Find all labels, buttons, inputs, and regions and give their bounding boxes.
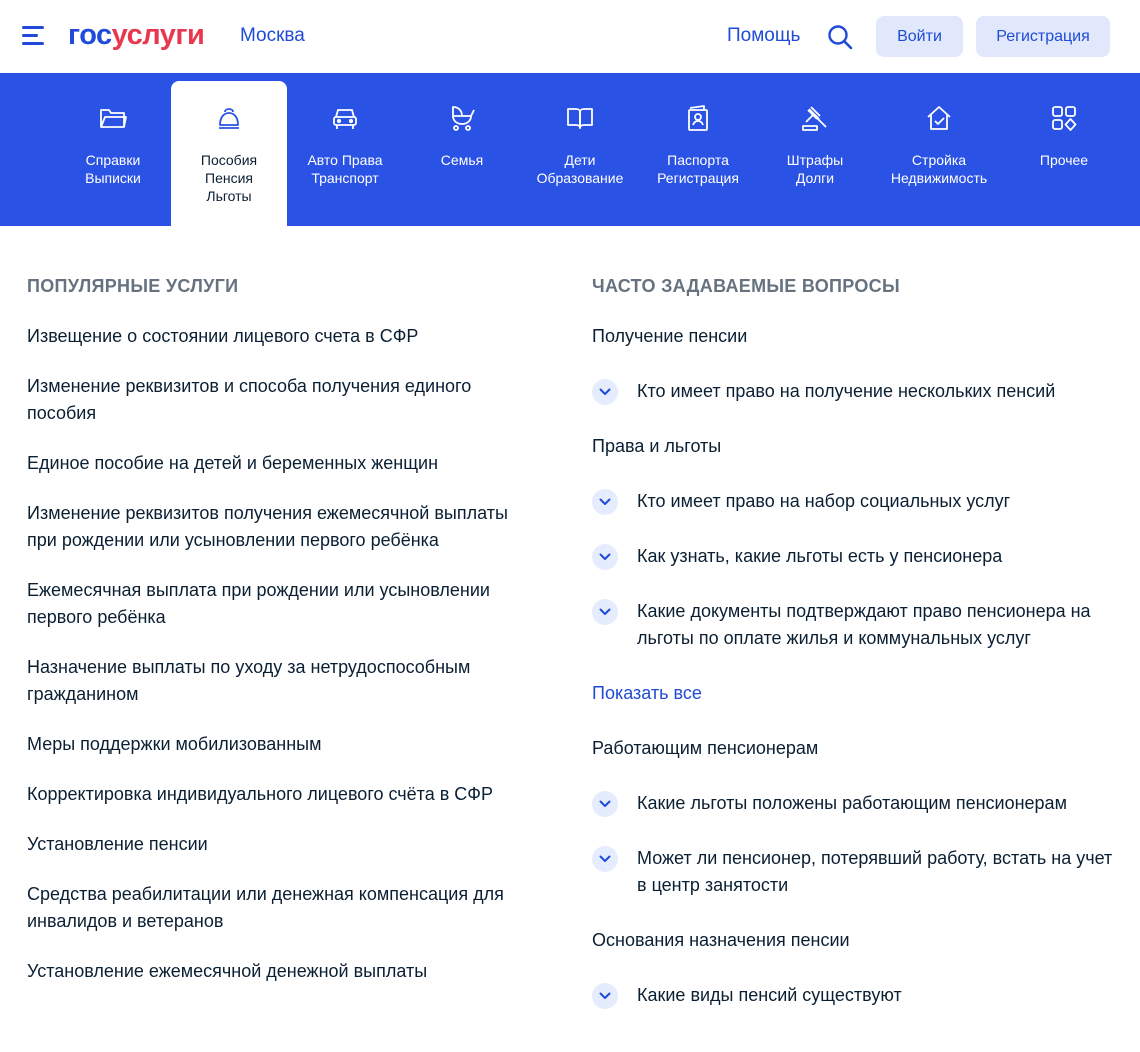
purse-icon [214, 103, 244, 133]
service-link[interactable]: Изменение реквизитов получения ежемесячной выплаты при рождении или усыновлении первого ребёнка [27, 503, 508, 550]
category-label: Паспорта Регистрация [657, 152, 739, 186]
service-link[interactable]: Корректировка индивидуального лицевого счёта в СФР [27, 784, 493, 804]
category-passports[interactable] [640, 81, 756, 226]
category-label: Дети Образование [536, 152, 624, 186]
passport-icon [683, 103, 713, 133]
chevron-down-icon [592, 544, 618, 570]
category-education[interactable] [522, 81, 638, 226]
category-nav [0, 73, 1140, 226]
chevron-down-icon [592, 379, 618, 405]
faq-group-heading: Основания назначения пенсии [592, 930, 850, 950]
chevron-down-icon [592, 791, 618, 817]
login-button[interactable]: Войти [876, 16, 963, 57]
register-button[interactable]: Регистрация [976, 16, 1110, 57]
faq-question-text: Кто имеет право на получение нескольких пенсий [637, 381, 1056, 401]
popular-services-title: ПОПУЛЯРНЫЕ УСЛУГИ [27, 276, 239, 296]
folder-icon [98, 103, 128, 133]
faq-question[interactable] [592, 378, 1117, 405]
logo-text-part2: услуги [111, 19, 205, 51]
site-header [0, 0, 1140, 73]
service-link[interactable]: Средства реабилитации или денежная компенсация для инвалидов и ветеранов [27, 884, 504, 931]
service-link[interactable]: Изменение реквизитов и способа получения единого пособия [27, 376, 472, 423]
faq-question-text: Как узнать, какие льготы есть у пенсионера [637, 546, 1003, 566]
menu-icon[interactable] [22, 26, 46, 46]
category-label: Семья [440, 152, 484, 168]
faq-question[interactable] [592, 488, 1117, 515]
car-icon [330, 103, 360, 133]
service-link[interactable]: Единое пособие на детей и беременных женщин [27, 453, 439, 473]
faq-question-text: Какие виды пенсий существуют [637, 985, 902, 1005]
faq-title: ЧАСТО ЗАДАВАЕМЫЕ ВОПРОСЫ [592, 276, 900, 296]
category-benefits[interactable] [171, 81, 287, 226]
book-icon [565, 103, 595, 133]
category-other[interactable] [1006, 81, 1122, 226]
chevron-down-icon [592, 599, 618, 625]
stroller-icon [447, 103, 477, 133]
faq-question[interactable] [592, 982, 1117, 1009]
category-realty[interactable] [881, 81, 997, 226]
faq-question-text: Какие льготы положены работающим пенсионерам [637, 793, 1067, 813]
faq-question-text: Какие документы подтверждают право пенсионера на льготы по оплате жилья и коммунальных услуг [637, 601, 1091, 648]
show-all-link[interactable]: Показать все [592, 683, 702, 703]
house-icon [924, 103, 954, 133]
category-label: Стройка Недвижимость [890, 152, 988, 186]
category-fines[interactable] [757, 81, 873, 226]
faq-question-text: Кто имеет право на набор социальных услуг [637, 491, 1011, 511]
faq-question-text: Может ли пенсионер, потерявший работу, встать на учет в центр занятости [637, 848, 1113, 895]
service-link[interactable]: Извещение о состоянии лицевого счета в СФР [27, 326, 419, 346]
category-label: Справки Выписки [85, 152, 141, 186]
logo-text-part1: гос [68, 19, 112, 51]
chevron-down-icon [592, 846, 618, 872]
faq-question[interactable] [592, 790, 1117, 817]
search-icon[interactable] [826, 23, 854, 51]
category-family[interactable] [404, 81, 520, 226]
city-selector[interactable]: Москва [240, 25, 305, 46]
faq-question[interactable] [592, 845, 1117, 899]
service-link[interactable]: Установление пенсии [27, 834, 208, 854]
service-link[interactable]: Меры поддержки мобилизованным [27, 734, 322, 754]
faq-group-heading: Получение пенсии [592, 326, 748, 346]
faq-question[interactable] [592, 598, 1117, 652]
service-link[interactable]: Установление ежемесячной денежной выплаты [27, 961, 428, 981]
service-link[interactable]: Ежемесячная выплата при рождении или усыновлении первого ребёнка [27, 580, 490, 627]
category-label: Пособия Пенсия Льготы [200, 152, 258, 204]
faq-list [592, 323, 1117, 1037]
faq-group-heading: Права и льготы [592, 436, 722, 456]
gavel-icon [800, 103, 830, 133]
category-certificates[interactable] [55, 81, 171, 226]
chevron-down-icon [592, 983, 618, 1009]
popular-services-list [27, 323, 537, 1008]
faq-group-heading: Работающим пенсионерам [592, 738, 819, 758]
category-label: Авто Права Транспорт [307, 152, 383, 186]
service-link[interactable]: Назначение выплаты по уходу за нетрудоспособным гражданином [27, 657, 471, 704]
chevron-down-icon [592, 489, 618, 515]
help-link[interactable]: Помощь [727, 25, 801, 46]
category-label: Прочее [1039, 152, 1089, 168]
grid-icon [1049, 103, 1079, 133]
gosuslugi-logo[interactable] [68, 18, 204, 52]
category-label: Штрафы Долги [786, 152, 844, 186]
category-auto[interactable] [287, 81, 403, 226]
faq-question[interactable] [592, 543, 1117, 570]
